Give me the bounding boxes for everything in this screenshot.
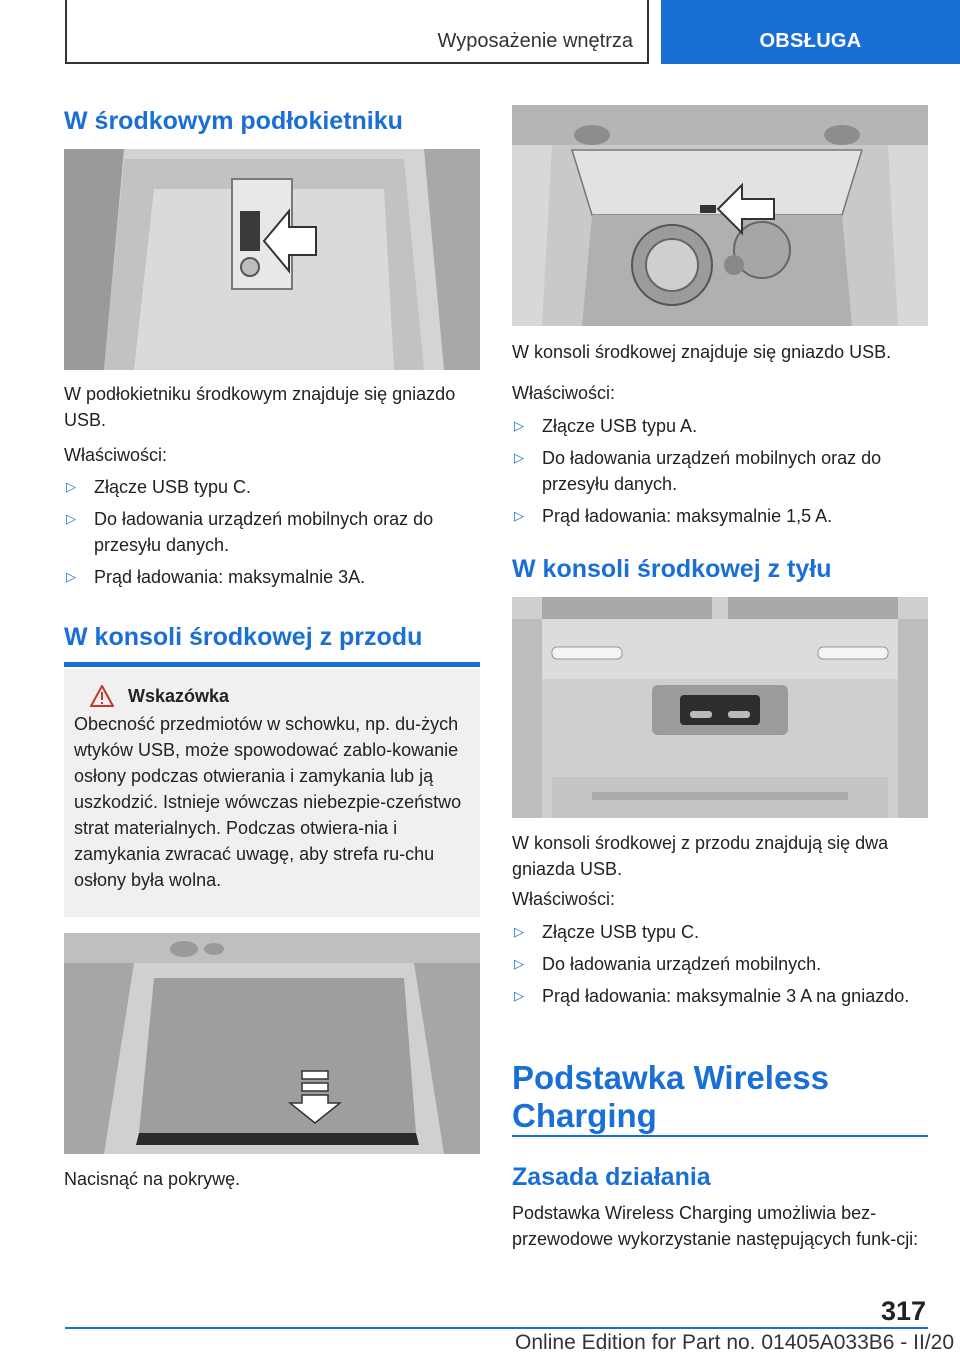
list-item: ▷ Złącze USB typu C. — [512, 919, 928, 945]
heading-wireless-charging: Podstawka Wireless Charging — [512, 1059, 830, 1134]
section-title: Wyposażenie wnętrza — [437, 30, 633, 52]
list-item: ▷ Prąd ładowania: maksymalnie 3 A na gniazdo. — [512, 983, 928, 1009]
front-console-description: W konsoli środkowej znajduje się gniazdo USB. — [512, 342, 892, 362]
front-console-props-list — [512, 413, 928, 535]
photo-front-console-usb — [512, 105, 928, 326]
page-header — [65, 0, 960, 64]
list-item: ▷ Do ładowania urządzeń mobilnych. — [512, 951, 928, 977]
heading-front-console: W konsoli środkowej z przodu — [64, 623, 423, 651]
triangle-right-icon: ▷ — [514, 508, 524, 523]
warning-text: Obecność przedmiotów w schowku, np. du-żych wtyków USB, może spowodować zablo-kowanie osłony podczas otwierania i zamykania lub ją uszkodzić. Istnieje wówczas niebezpie-czeństwo strat materialnych. Podczas otwiera-nia i zamykania zwracać uwagę, aby strefa ru-chu osłony była wolna. — [74, 714, 462, 890]
list-item: ▷ Złącze USB typu A. — [512, 413, 928, 439]
heading-principle: Zasada działania — [512, 1163, 711, 1191]
triangle-right-icon: ▷ — [514, 924, 524, 939]
heading-armrest: W środkowym podłokietniku — [64, 107, 403, 135]
photo-rear-console-usb — [512, 597, 928, 818]
page-number: 317 — [880, 1296, 926, 1326]
edition-line: Online Edition for Part no. 01405A033B6 - II/20 — [515, 1331, 954, 1354]
photo-console-cover — [64, 933, 480, 1154]
rear-console-props-list — [512, 919, 928, 1015]
triangle-right-icon: ▷ — [66, 511, 76, 526]
photo-armrest-usb — [64, 149, 480, 370]
warning-title: Wskazówka — [128, 685, 230, 706]
triangle-right-icon: ▷ — [514, 450, 524, 465]
armrest-description: W podłokietniku środkowym znajduje się gniazdo USB. — [64, 384, 456, 430]
warning-triangle-icon — [90, 685, 114, 707]
list-item: ▷ Do ładowania urządzeń mobilnych oraz do przesyłu danych. — [512, 445, 928, 497]
list-item: ▷ Prąd ładowania: maksymalnie 1,5 A. — [512, 503, 928, 529]
section-divider — [64, 662, 480, 667]
chapter-title: OBSŁUGA — [759, 30, 862, 52]
front-console-props-label: Właściwości: — [512, 383, 616, 403]
triangle-right-icon: ▷ — [514, 956, 524, 971]
heading-rear-console: W konsoli środkowej z tyłu — [512, 555, 832, 583]
triangle-right-icon: ▷ — [514, 988, 524, 1003]
armrest-props-label: Właściwości: — [64, 445, 168, 465]
warning-box — [64, 669, 480, 917]
wireless-text: Podstawka Wireless Charging umożliwia bez-przewodowe wykorzystanie następujących funk-cji: — [512, 1203, 919, 1249]
warning-header — [90, 685, 470, 707]
triangle-right-icon: ▷ — [66, 479, 76, 494]
rear-console-props-label: Właściwości: — [512, 889, 616, 909]
armrest-props-list — [64, 474, 480, 596]
chapter-tab — [661, 0, 960, 64]
section-divider — [512, 1135, 928, 1137]
list-item: ▷ Złącze USB typu C. — [64, 474, 480, 500]
cover-caption: Nacisnąć na pokrywę. — [64, 1169, 241, 1189]
triangle-right-icon: ▷ — [66, 569, 76, 584]
list-item: ▷ Do ładowania urządzeń mobilnych oraz do przesyłu danych. — [64, 506, 480, 558]
triangle-right-icon: ▷ — [514, 418, 524, 433]
section-tab — [65, 0, 649, 64]
rear-console-description: W konsoli środkowej z przodu znajdują się dwa gniazda USB. — [512, 833, 889, 879]
list-item: ▷ Prąd ładowania: maksymalnie 3A. — [64, 564, 480, 590]
footer-rule — [65, 1327, 928, 1329]
